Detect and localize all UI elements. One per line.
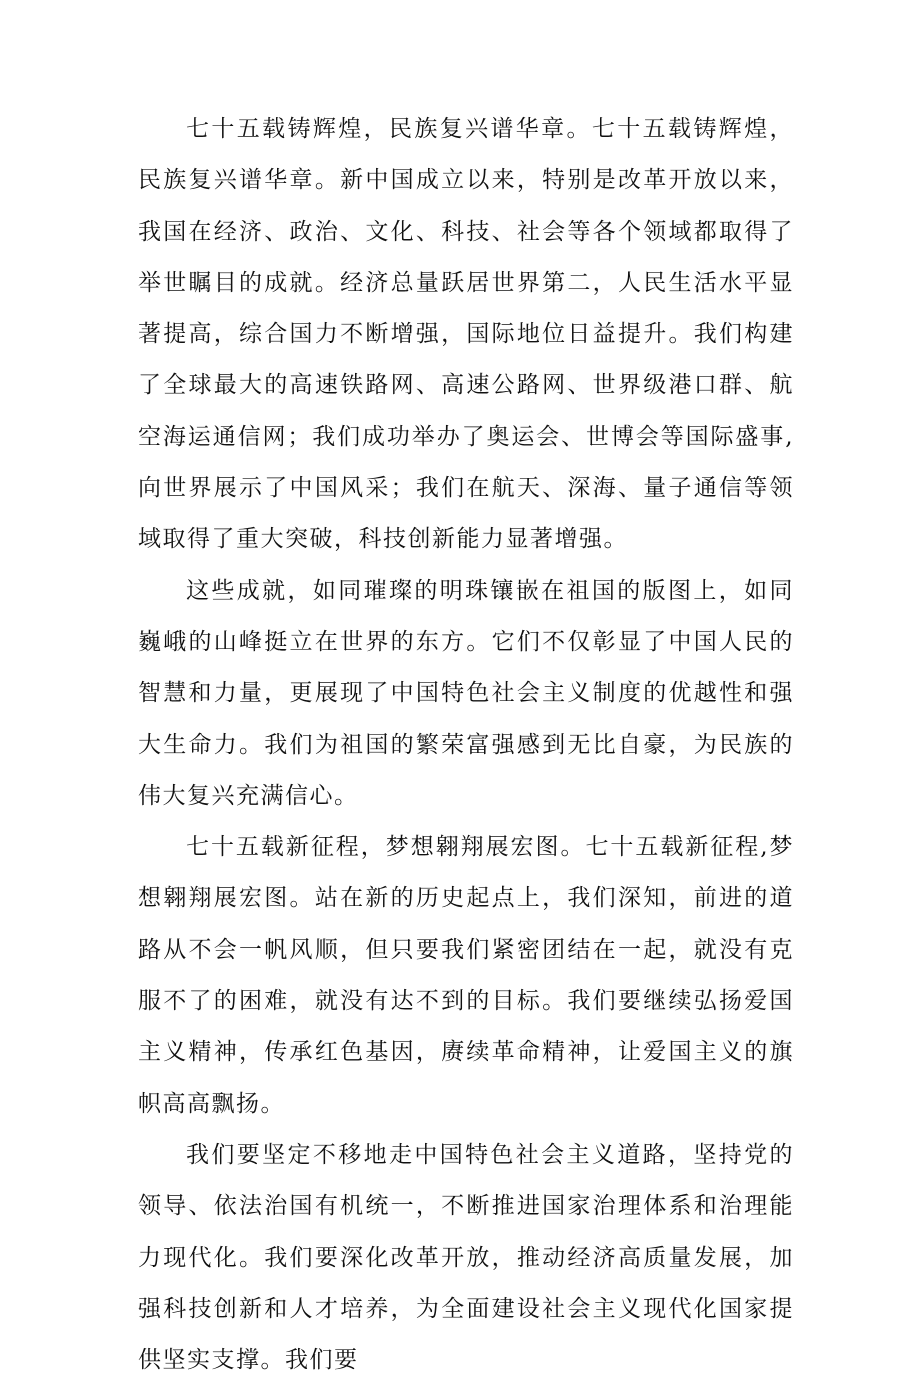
body-text <box>138 104 794 1386</box>
paragraph-1: 七十五载铸辉煌，民族复兴谱华章。七十五载铸辉煌，民族复兴谱华章。新中国成立以来，特别是改革开放以来，我国在经济、政治、文化、科技、社会等各个领域都取得了举世瞩目的成就。经济总量跃居世界第二，人民生活水平显著提高，综合国力不断增强，国际地位日益提升。我们构建了全球最大的高速铁路网、高速公路网、世界级港口群、航空海运通信网；我们成功举办了奥运会、世博会等国际盛事,向世界展示了中国风采；我们在航天、深海、量子通信等领域取得了重大突破，科技创新能力显著增强。 <box>138 116 794 553</box>
paragraph-3: 七十五载新征程，梦想翱翔展宏图。七十五载新征程,梦想翱翔展宏图。站在新的历史起点上，我们深知，前进的道路从不会一帆风顺，但只要我们紧密团结在一起，就没有克服不了的困难，就没有达不到的目标。我们要继续弘扬爱国主义精神，传承红色基因，赓续革命精神，让爱国主义的旗帜高高飘扬。 <box>138 834 794 1117</box>
paragraph-4: 我们要坚定不移地走中国特色社会主义道路，坚持党的领导、依法治国有机统一，不断推进国家治理体系和治理能力现代化。我们要深化改革开放，推动经济高质量发展，加强科技创新和人才培养，为全面建设社会主义现代化国家提供坚实支撑。我们要 <box>138 1141 794 1374</box>
paragraph-2: 这些成就，如同璀璨的明珠镶嵌在祖国的版图上，如同巍峨的山峰挺立在世界的东方。它们不仅彰显了中国人民的智慧和力量，更展现了中国特色社会主义制度的优越性和强大生命力。我们为祖国的繁荣富强感到无比自豪，为民族的伟大复兴充满信心。 <box>138 577 794 809</box>
